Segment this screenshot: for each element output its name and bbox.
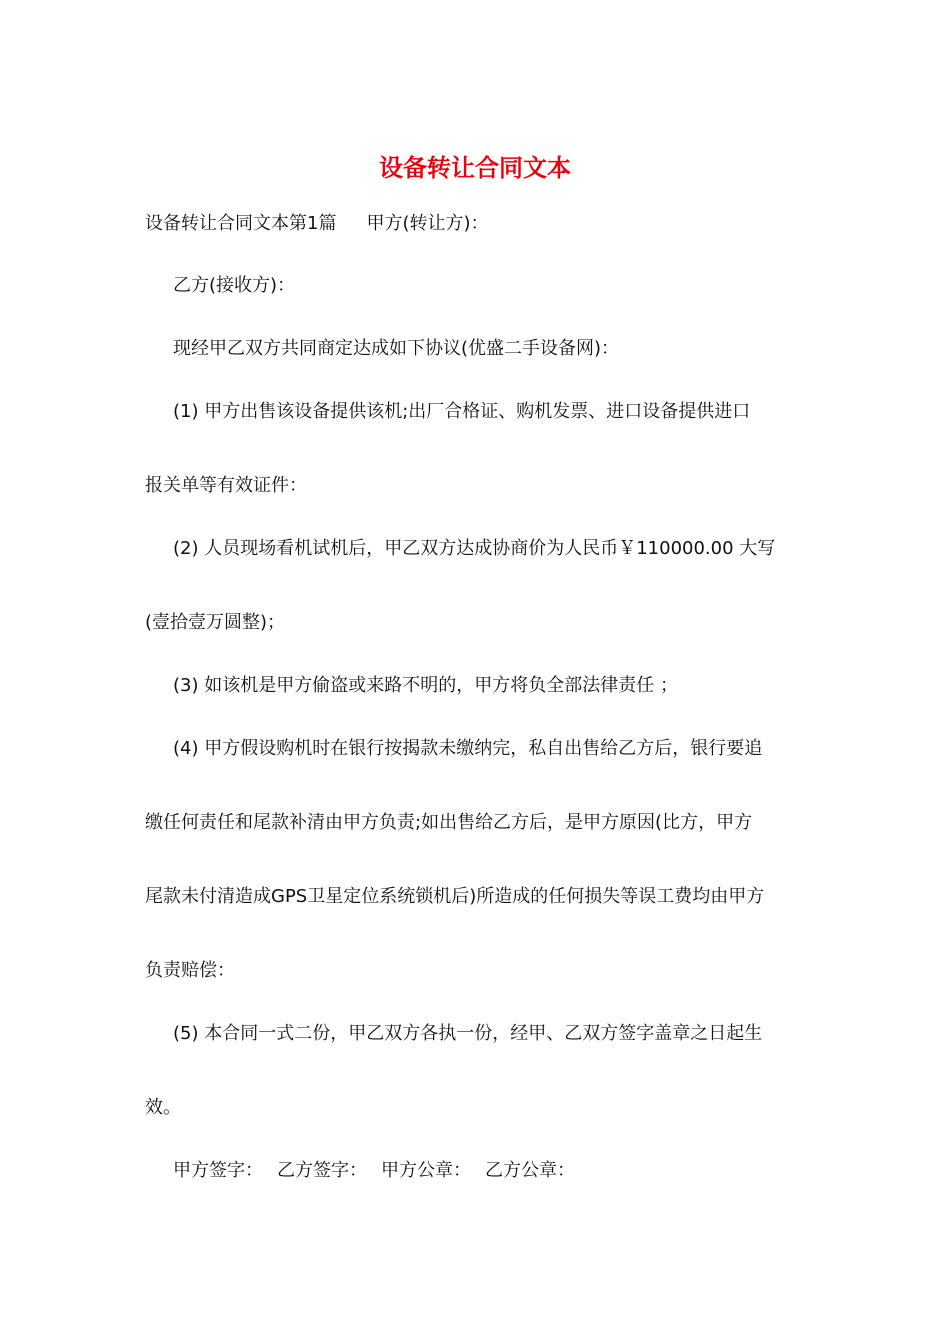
clause-5-line-1: (5) 本合同一式二份，甲乙双方各执一份，经甲、乙双方签字盖章之日起生	[173, 1023, 763, 1044]
intro-paragraph: 现经甲乙双方共同商定达成如下协议(优盛二手设备网)：	[173, 338, 620, 359]
party-b-label: 乙方(接收方)：	[173, 275, 296, 296]
party-a-signature-label: 甲方签字：	[173, 1160, 263, 1181]
clause-1-line-1: (1) 甲方出售该设备提供该机;出厂合格证、购机发票、进口设备提供进口	[173, 401, 751, 422]
part-title: 设备转让合同文本第1篇	[145, 213, 337, 234]
party-a-label: 甲方(转让方)：	[366, 213, 489, 234]
signature-line	[173, 1158, 853, 1184]
clause-5-line-2: 效。	[145, 1097, 181, 1118]
party-b-seal-label: 乙方公章：	[485, 1160, 575, 1181]
document-title: 设备转让合同文本	[379, 153, 571, 182]
clause-1-line-2: 报关单等有效证件：	[145, 475, 307, 496]
heading-line	[145, 211, 825, 237]
clause-4-line-2: 缴任何责任和尾款补清由甲方负责;如出售给乙方后，是甲方原因(比方，甲方	[145, 812, 753, 833]
clause-4-line-1: (4) 甲方假设购机时在银行按揭款未缴纳完，私自出售给乙方后，银行要追	[173, 738, 763, 759]
clause-2-line-2: (壹拾壹万圆整)；	[145, 612, 286, 633]
clause-3-line-1: (3) 如该机是甲方偷盗或来路不明的，甲方将负全部法律责任 ；	[173, 675, 678, 696]
clause-4-line-3: 尾款未付清造成GPS卫星定位系统锁机后)所造成的任何损失等误工费均由甲方	[145, 886, 765, 907]
party-b-signature-label: 乙方签字：	[277, 1160, 367, 1181]
clause-2-line-1: (2) 人员现场看机试机后，甲乙双方达成协商价为人民币￥110000.00 大写	[173, 538, 776, 559]
party-a-seal-label: 甲方公章：	[381, 1160, 471, 1181]
clause-4-line-4: 负责赔偿：	[145, 960, 235, 981]
